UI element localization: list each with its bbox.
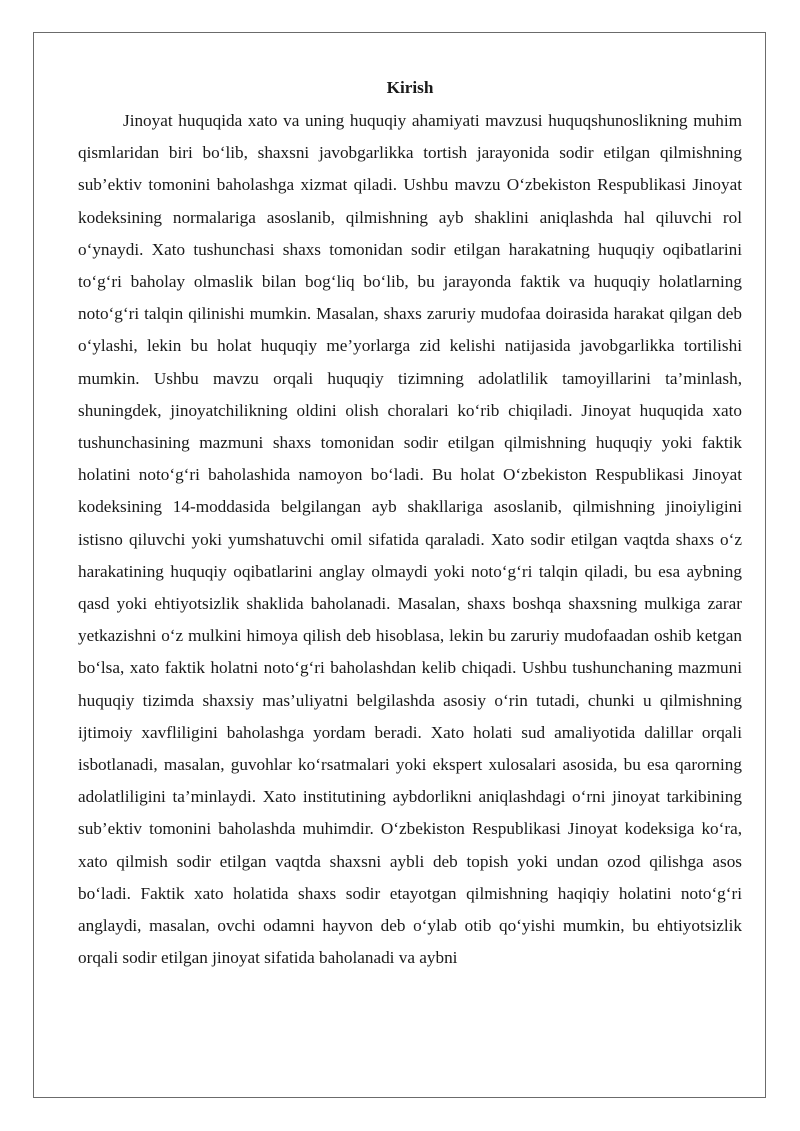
document-body [78, 74, 742, 974]
body-paragraph: Jinoyat huquqida xato va uning huquqiy ahamiyati mavzusi huquqshunoslikning muhim qismlaridan biri bo‘lib, shaxsni javobgarlikka tortish jarayonida sodir etilgan qilmishning sub’ektiv tomonini baholashga xizmat qiladi. Ushbu mavzu O‘zbekiston Respublikasi Jinoyat kodeksining normalariga asoslanib, qilmishning ayb shaklini aniqlashda hal qiluvchi rol o‘ynaydi. Xato tushunchasi shaxs tomonidan sodir etilgan harakatning huquqiy oqibatlarini to‘g‘ri baholay olmaslik bilan bog‘liq bo‘lib, bu jarayonda faktik va huquqiy holatlarning noto‘g‘ri talqin qilinishi mumkin. Masalan, shaxs zaruriy mudofaa doirasida harakat qilgan deb o‘ylashi, lekin bu holat huquqiy me’yorlarga zid kelishi natijasida javobgarlikka tortilishi mumkin. Ushbu mavzu orqali huquqiy tizimning adolatlilik tamoyillarini ta’minlash, shuningdek, jinoyatchilikning oldini olish choralari ko‘rib chiqiladi. Jinoyat huquqida xato tushunchasining mazmuni shaxs tomonidan sodir etilgan qilmishning huquqiy yoki faktik holatini noto‘g‘ri baholashida namoyon bo‘ladi. Bu holat O‘zbekiston Respublikasi Jinoyat kodeksining 14-moddasida belgilangan ayb shakllariga asoslanib, qilmishning jinoiyligini istisno qiluvchi yoki yumshatuvchi omil sifatida qaraladi. Xato sodir etilgan vaqtda shaxs o‘z harakatining huquqiy oqibatlarini anglay olmaydi yoki noto‘g‘ri talqin qiladi, bu esa aybning qasd yoki ehtiyotsizlik shaklida baholanadi. Masalan, shaxs boshqa shaxsning mulkiga zarar yetkazishni o‘z mulkini himoya qilish deb hisoblasa, lekin bu zaruriy mudofaadan oshib ketgan bo‘lsa, xato faktik holatni noto‘g‘ri baholashdan kelib chiqadi. Ushbu tushunchaning mazmuni huquqiy tizimda shaxsiy mas’uliyatni belgilashda asosiy o‘rin tutadi, chunki u qilmishning ijtimoiy xavfliligini baholashga yordam beradi. Xato holati sud amaliyotida dalillar orqali isbotlanadi, masalan, guvohlar ko‘rsatmalari yoki ekspert xulosalari asosida, bu esa qarorning adolatliligini ta’minlaydi. Xato institutining aybdorlikni aniqlashdagi o‘rni jinoyat tarkibining sub’ektiv tomonini baholashda muhimdir. O‘zbekiston Respublikasi Jinoyat kodeksiga ko‘ra, xato qilmish sodir etilgan vaqtda shaxsni aybli deb topish yoki undan ozod qilishga asos bo‘ladi. Faktik xato holatida shaxs sodir etayotgan qilmishning haqiqiy holatini noto‘g‘ri anglaydi, masalan, ovchi odamni hayvon deb o‘ylab otib qo‘yishi mumkin, bu ehtiyotsizlik orqali sodir etilgan jinoyat sifatida baholanadi va aybni [78, 111, 742, 968]
page-title: Kirish [386, 78, 434, 97]
